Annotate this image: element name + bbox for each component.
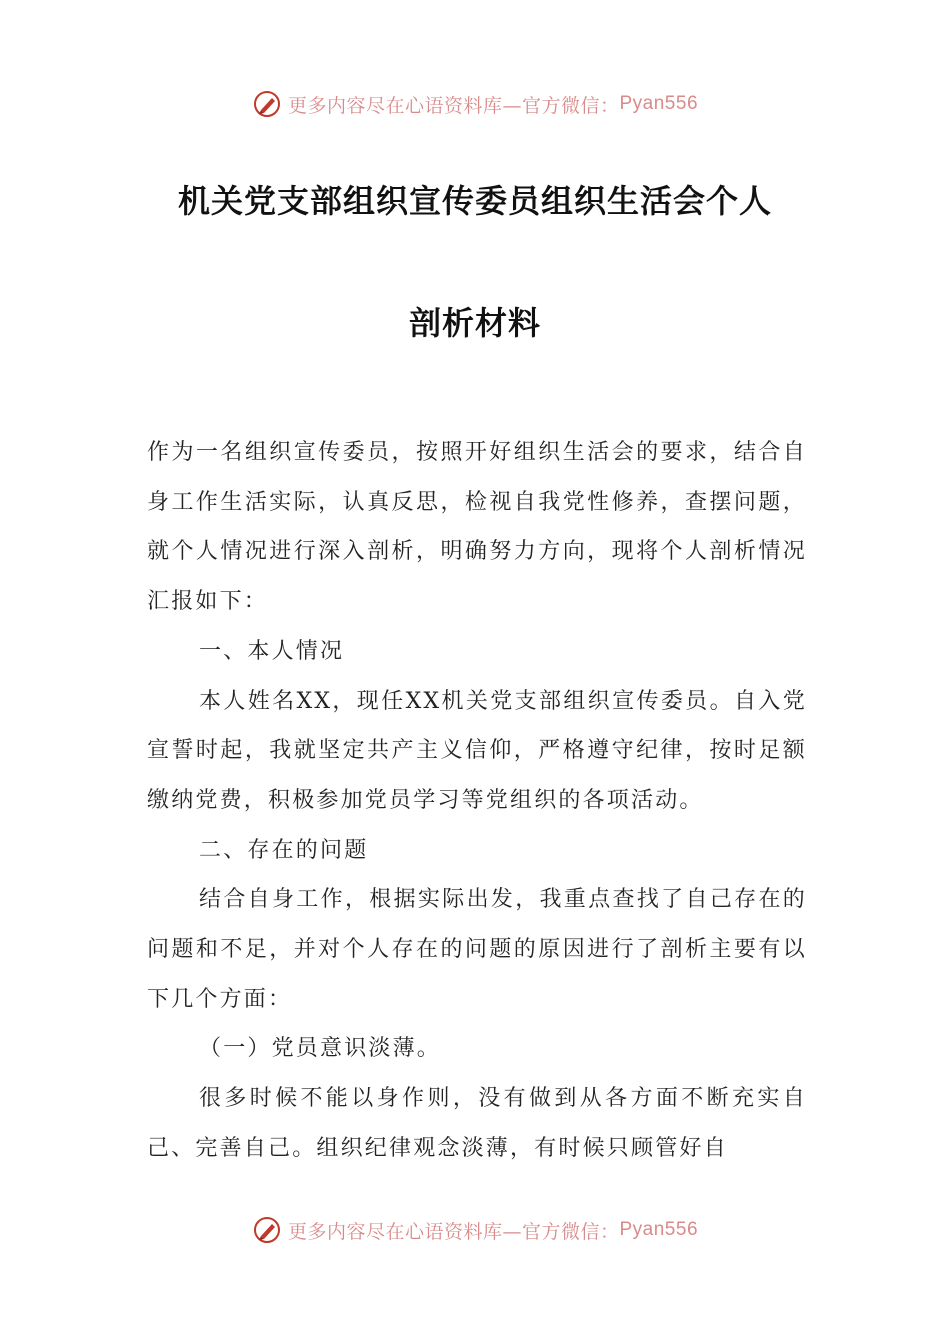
paragraph-problems: 结合自身工作，根据实际出发，我重点查找了自己存在的问题和不足，并对个人存在的问题的原因进行了剖析主要有以下几个方面： (147, 887, 807, 1012)
heading-section-1: 一、本人情况 (199, 638, 345, 664)
watermark-footer (0, 1210, 950, 1250)
paragraph-party-awareness: 很多时候不能以身作则，没有做到从各方面不断充实自己、完善自己。组织纪律观念淡薄，有时候只顾管好自 (147, 1086, 807, 1161)
heading-subsection-1: （一）党员意识淡薄。 (199, 1036, 442, 1062)
paragraph-personal-info: 本人姓名XX，现任XX机关党支部组织宣传委员。自入党宣誓时起，我就坚定共产主义信仰，严格遵守纪律，按时足额缴纳党费，积极参加党员学习等党组织的各项活动。 (147, 688, 807, 813)
document-body (147, 428, 807, 1174)
watermark-text: 更多内容尽在心语资料库—官方微信： (287, 1220, 620, 1243)
document-title-line1: 机关党支部组织宣传委员组织生活会个人 (177, 182, 772, 220)
heading-section-2: 二、存在的问题 (199, 837, 369, 863)
watermark-handle: Pyan556 (619, 1219, 699, 1240)
document-title-line2: 剖析材料 (408, 304, 541, 342)
watermark-handle: Pyan556 (619, 93, 699, 114)
pen-logo-icon (252, 89, 282, 119)
watermark-text: 更多内容尽在心语资料库—官方微信： (287, 94, 620, 117)
watermark-header (0, 84, 950, 124)
paragraph-intro: 作为一名组织宣传委员，按照开好组织生活会的要求，结合自身工作生活实际，认真反思，检视自我党性修养，查摆问题，就个人情况进行深入剖析，明确努力方向，现将个人剖析情况汇报如下： (147, 440, 807, 615)
pen-logo-icon (252, 1215, 282, 1245)
